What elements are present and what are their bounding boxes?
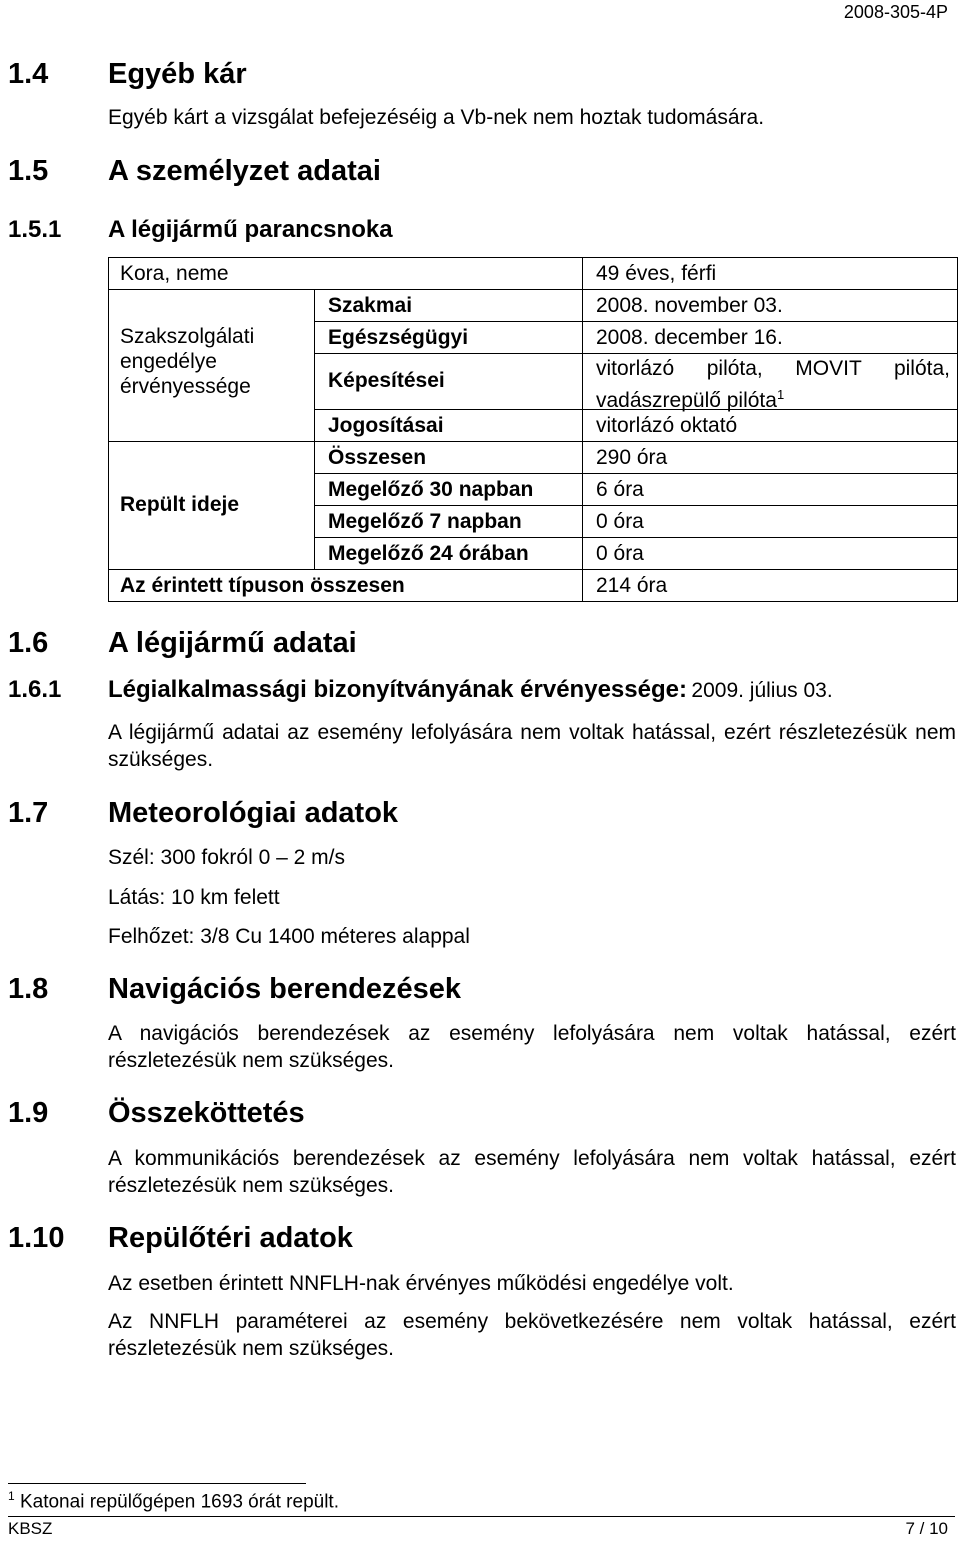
clouds-text: Felhőzet: 3/8 Cu 1400 méteres alappal (108, 925, 470, 948)
footer-org: KBSZ (8, 1519, 53, 1538)
licence-validity-label (120, 324, 254, 399)
section-number: 1.7 (8, 797, 49, 829)
age-label: Kora, neme (120, 262, 229, 285)
last-24-hours-value: 0 óra (596, 542, 644, 565)
section-1-10-text-1: Az esetben érintett NNFLH-nak érvényes működési engedélye volt. (108, 1272, 734, 1295)
footer-rule (8, 1516, 955, 1517)
total-label: Összesen (328, 446, 427, 469)
last-7-days-value: 0 óra (596, 510, 644, 533)
footnote (8, 1489, 339, 1513)
health-value: 2008. december 16. (596, 326, 783, 349)
total-value: 290 óra (596, 446, 668, 469)
visibility-text: Látás: 10 km felett (108, 886, 280, 909)
section-title: A légijármű adatai (108, 627, 357, 659)
age-value: 49 éves, férfi (596, 262, 717, 285)
qualifications-value (596, 356, 950, 414)
footer-page-number: 7 / 10 (905, 1519, 948, 1538)
rights-value: vitorlázó oktató (596, 414, 738, 437)
section-title: Légialkalmassági bizonyítványának érvényessége: (108, 676, 687, 703)
section-1-5-1-heading (0, 216, 960, 246)
section-number: 1.6 (8, 627, 49, 659)
section-number: 1.8 (8, 973, 49, 1005)
section-number: 1.6.1 (8, 676, 62, 703)
section-1-6-heading (0, 627, 960, 661)
section-1-4-text: Egyéb kárt a vizsgálat befejezéséig a Vb-nek nem hoztak tudomására. (108, 106, 765, 129)
footnote-mark: 1 (8, 1489, 15, 1503)
section-title: Meteorológiai adatok (108, 797, 399, 829)
section-number: 1.10 (8, 1222, 65, 1254)
qualifications-label: Képesítései (328, 369, 445, 392)
section-number: 1.5 (8, 155, 49, 187)
professional-label: Szakmai (328, 294, 413, 317)
crew-data-table (108, 257, 958, 602)
type-total-value: 214 óra (596, 574, 668, 597)
footnote-text: Katonai repülőgépen 1693 órát repült. (19, 1491, 339, 1513)
section-1-8-heading (0, 973, 960, 1007)
professional-value: 2008. november 03. (596, 294, 783, 317)
document-id: 2008-305-4P (843, 2, 948, 22)
section-number: 1.9 (8, 1097, 49, 1129)
section-1-9-text: A kommunikációs berendezések az esemény lefolyására nem voltak hatással, ezért részletezésük nem szükséges. (108, 1147, 956, 1197)
footnote-reference: 1 (776, 387, 785, 402)
section-title-line (108, 676, 833, 704)
flown-time-label: Repült ideje (120, 493, 240, 516)
licence-validity-line: Szakszolgálati (120, 325, 255, 348)
section-1-5-heading (0, 155, 960, 189)
qualifications-line (596, 382, 950, 414)
section-1-7-heading (0, 797, 960, 831)
wind-text: Szél: 300 fokról 0 – 2 m/s (108, 846, 345, 869)
footnote-separator (8, 1483, 306, 1484)
health-label: Egészségügyi (328, 326, 469, 349)
section-title: A légijármű parancsnoka (108, 216, 393, 243)
section-1-10-text-2: Az NNFLH paraméterei az esemény bekövetkezésére nem voltak hatással, ezért részletezésük nem szükséges. (108, 1310, 956, 1360)
section-number: 1.4 (8, 58, 49, 90)
qualifications-line: vitorlázó pilóta, MOVIT pilóta, (596, 357, 950, 380)
airworthiness-date: 2009. július 03. (691, 679, 833, 702)
section-1-10-heading (0, 1222, 960, 1256)
section-1-6-1-text: A légijármű adatai az esemény lefolyására nem voltak hatással, ezért részletezésük nem szükséges. (108, 721, 956, 771)
licence-validity-line: érvényessége (120, 375, 251, 398)
last-30-days-label: Megelőző 30 napban (328, 478, 534, 501)
section-1-9-heading (0, 1097, 960, 1131)
section-title: Egyéb kár (108, 58, 247, 90)
section-1-4-heading (0, 58, 960, 92)
section-title: Repülőtéri adatok (108, 1222, 353, 1254)
section-title: Összeköttetés (108, 1097, 305, 1129)
section-1-6-1-heading (0, 676, 960, 706)
section-title: Navigációs berendezések (108, 973, 462, 1005)
last-24-hours-label: Megelőző 24 órában (328, 542, 529, 565)
section-1-8-text: A navigációs berendezések az esemény lefolyására nem voltak hatással, ezért részletezésük nem szükséges. (108, 1022, 956, 1072)
section-title: A személyzet adatai (108, 155, 381, 187)
licence-validity-line: engedélye (120, 350, 217, 373)
rights-label: Jogosításai (328, 414, 444, 437)
section-number: 1.5.1 (8, 216, 62, 243)
last-7-days-label: Megelőző 7 napban (328, 510, 522, 533)
type-total-label: Az érintett típuson összesen (120, 574, 405, 597)
qualifications-line-text: vadászrepülő pilóta (596, 389, 777, 412)
last-30-days-value: 6 óra (596, 478, 644, 501)
